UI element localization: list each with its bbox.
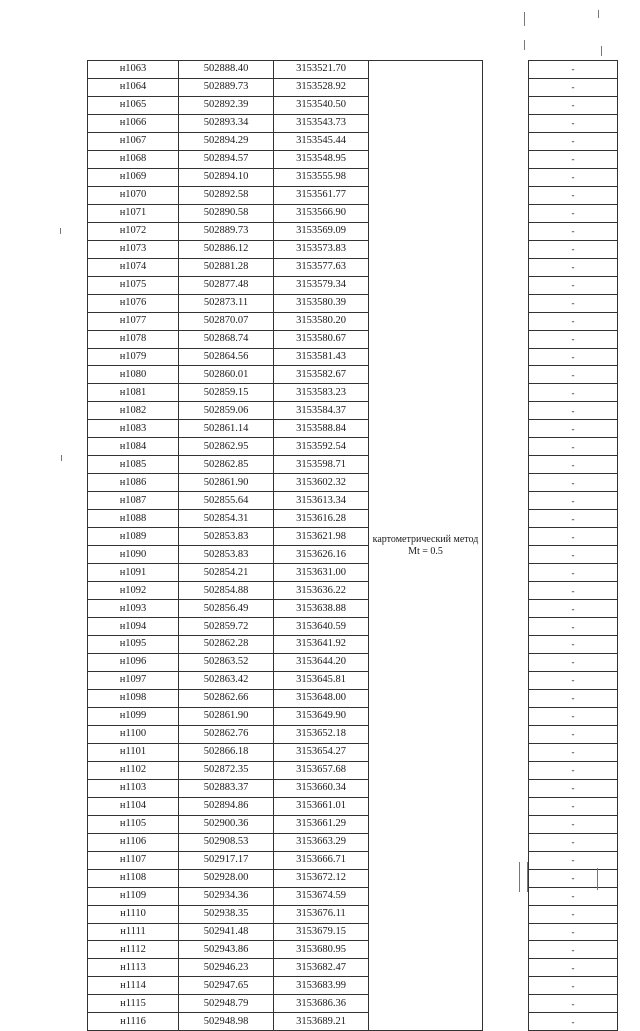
y-coordinate-cell: 3153521.70	[274, 61, 369, 79]
table-row	[88, 96, 618, 114]
table-row	[88, 132, 618, 150]
table-row	[88, 402, 618, 420]
y-coordinate-cell: 3153645.81	[274, 671, 369, 689]
mark-cell: -	[529, 779, 618, 797]
y-coordinate-cell: 3153644.20	[274, 653, 369, 671]
point-name-cell: н1064	[88, 78, 179, 96]
x-coordinate-cell: 502943.86	[179, 941, 274, 959]
point-name-cell: н1088	[88, 510, 179, 528]
x-coordinate-cell: 502917.17	[179, 851, 274, 869]
mark-cell: -	[529, 168, 618, 186]
table-row	[88, 743, 618, 761]
mark-cell: -	[529, 725, 618, 743]
x-coordinate-cell: 502900.36	[179, 815, 274, 833]
y-coordinate-cell: 3153674.59	[274, 887, 369, 905]
point-name-cell: н1080	[88, 366, 179, 384]
x-coordinate-cell: 502873.11	[179, 294, 274, 312]
table-row	[88, 186, 618, 204]
point-name-cell: н1068	[88, 150, 179, 168]
table-row	[88, 851, 618, 869]
y-coordinate-cell: 3153528.92	[274, 78, 369, 96]
point-name-cell: н1066	[88, 114, 179, 132]
x-coordinate-cell: 502862.66	[179, 689, 274, 707]
y-coordinate-cell: 3153545.44	[274, 132, 369, 150]
mark-cell: -	[529, 474, 618, 492]
x-coordinate-cell: 502861.14	[179, 420, 274, 438]
scan-mark	[519, 862, 520, 892]
point-name-cell: н1097	[88, 671, 179, 689]
mark-cell: -	[529, 240, 618, 258]
mark-cell: -	[529, 510, 618, 528]
point-name-cell: н1095	[88, 636, 179, 654]
y-coordinate-cell: 3153548.95	[274, 150, 369, 168]
point-name-cell: н1104	[88, 797, 179, 815]
y-coordinate-cell: 3153569.09	[274, 222, 369, 240]
y-coordinate-cell: 3153583.23	[274, 384, 369, 402]
y-coordinate-cell: 3153540.50	[274, 96, 369, 114]
table-row	[88, 725, 618, 743]
point-name-cell: н1115	[88, 995, 179, 1013]
table-row	[88, 114, 618, 132]
scan-mark	[524, 12, 525, 26]
y-coordinate-cell: 3153602.32	[274, 474, 369, 492]
table-row	[88, 420, 618, 438]
mark-cell: -	[529, 923, 618, 941]
y-coordinate-cell: 3153663.29	[274, 833, 369, 851]
table-row	[88, 671, 618, 689]
x-coordinate-cell: 502881.28	[179, 258, 274, 276]
x-coordinate-cell: 502889.73	[179, 222, 274, 240]
x-coordinate-cell: 502886.12	[179, 240, 274, 258]
scan-mark	[601, 46, 602, 56]
table-row	[88, 61, 618, 79]
table-row	[88, 276, 618, 294]
table-row	[88, 905, 618, 923]
point-name-cell: н1107	[88, 851, 179, 869]
mark-cell: -	[529, 402, 618, 420]
mark-cell: -	[529, 851, 618, 869]
table-row	[88, 833, 618, 851]
table-row	[88, 797, 618, 815]
x-coordinate-cell: 502863.42	[179, 671, 274, 689]
x-coordinate-cell: 502894.86	[179, 797, 274, 815]
point-name-cell: н1105	[88, 815, 179, 833]
y-coordinate-cell: 3153580.20	[274, 312, 369, 330]
y-coordinate-cell: 3153573.83	[274, 240, 369, 258]
x-coordinate-cell: 502894.10	[179, 168, 274, 186]
table-row	[88, 204, 618, 222]
point-name-cell: н1112	[88, 941, 179, 959]
point-name-cell: н1082	[88, 402, 179, 420]
mark-cell: -	[529, 528, 618, 546]
y-coordinate-cell: 3153641.92	[274, 636, 369, 654]
x-coordinate-cell: 502892.58	[179, 186, 274, 204]
table-row	[88, 636, 618, 654]
point-name-cell: н1075	[88, 276, 179, 294]
point-name-cell: н1077	[88, 312, 179, 330]
point-name-cell: н1093	[88, 600, 179, 618]
point-name-cell: н1086	[88, 474, 179, 492]
point-name-cell: н1114	[88, 977, 179, 995]
mark-cell: -	[529, 887, 618, 905]
table-row	[88, 294, 618, 312]
y-coordinate-cell: 3153592.54	[274, 438, 369, 456]
mark-cell: -	[529, 312, 618, 330]
x-coordinate-cell: 502868.74	[179, 330, 274, 348]
x-coordinate-cell: 502892.39	[179, 96, 274, 114]
y-coordinate-cell: 3153682.47	[274, 959, 369, 977]
x-coordinate-cell: 502908.53	[179, 833, 274, 851]
table-row	[88, 150, 618, 168]
mark-cell: -	[529, 761, 618, 779]
mark-cell: -	[529, 366, 618, 384]
mark-cell: -	[529, 61, 618, 79]
point-name-cell: н1074	[88, 258, 179, 276]
table-row	[88, 330, 618, 348]
point-name-cell: н1063	[88, 61, 179, 79]
y-coordinate-cell: 3153582.67	[274, 366, 369, 384]
mark-cell: -	[529, 276, 618, 294]
x-coordinate-cell: 502946.23	[179, 959, 274, 977]
mark-cell: -	[529, 186, 618, 204]
point-name-cell: н1090	[88, 546, 179, 564]
table-row	[88, 941, 618, 959]
point-name-cell: н1108	[88, 869, 179, 887]
x-coordinate-cell: 502854.88	[179, 582, 274, 600]
scan-mark	[61, 455, 62, 461]
x-coordinate-cell: 502890.58	[179, 204, 274, 222]
coordinates-table-body	[88, 61, 618, 1031]
scan-mark	[527, 862, 528, 892]
mark-cell: -	[529, 258, 618, 276]
x-coordinate-cell: 502859.72	[179, 618, 274, 636]
mark-cell: -	[529, 653, 618, 671]
table-row	[88, 384, 618, 402]
y-coordinate-cell: 3153543.73	[274, 114, 369, 132]
mark-cell: -	[529, 905, 618, 923]
x-coordinate-cell: 502941.48	[179, 923, 274, 941]
x-coordinate-cell: 502862.28	[179, 636, 274, 654]
point-name-cell: н1113	[88, 959, 179, 977]
x-coordinate-cell: 502893.34	[179, 114, 274, 132]
x-coordinate-cell: 502861.90	[179, 707, 274, 725]
x-coordinate-cell: 502861.90	[179, 474, 274, 492]
point-name-cell: н1096	[88, 653, 179, 671]
x-coordinate-cell: 502853.83	[179, 546, 274, 564]
point-name-cell: н1109	[88, 887, 179, 905]
y-coordinate-cell: 3153580.67	[274, 330, 369, 348]
x-coordinate-cell: 502947.65	[179, 977, 274, 995]
x-coordinate-cell: 502862.76	[179, 725, 274, 743]
x-coordinate-cell: 502860.01	[179, 366, 274, 384]
mark-cell: -	[529, 833, 618, 851]
mark-cell: -	[529, 600, 618, 618]
table-row	[88, 222, 618, 240]
table-row	[88, 438, 618, 456]
table-row	[88, 707, 618, 725]
mark-cell: -	[529, 492, 618, 510]
y-coordinate-cell: 3153672.12	[274, 869, 369, 887]
y-coordinate-cell: 3153689.21	[274, 1013, 369, 1031]
y-coordinate-cell: 3153577.63	[274, 258, 369, 276]
point-name-cell: н1087	[88, 492, 179, 510]
table-row	[88, 995, 618, 1013]
y-coordinate-cell: 3153648.00	[274, 689, 369, 707]
x-coordinate-cell: 502877.48	[179, 276, 274, 294]
y-coordinate-cell: 3153686.36	[274, 995, 369, 1013]
table-row	[88, 618, 618, 636]
point-name-cell: н1081	[88, 384, 179, 402]
x-coordinate-cell: 502856.49	[179, 600, 274, 618]
x-coordinate-cell: 502866.18	[179, 743, 274, 761]
y-coordinate-cell: 3153638.88	[274, 600, 369, 618]
mark-cell: -	[529, 330, 618, 348]
point-name-cell: н1083	[88, 420, 179, 438]
table-row	[88, 653, 618, 671]
table-row	[88, 779, 618, 797]
scan-mark	[597, 868, 598, 890]
point-name-cell: н1072	[88, 222, 179, 240]
y-coordinate-cell: 3153679.15	[274, 923, 369, 941]
table-row	[88, 240, 618, 258]
y-coordinate-cell: 3153683.99	[274, 977, 369, 995]
point-name-cell: н1069	[88, 168, 179, 186]
mark-cell: -	[529, 815, 618, 833]
x-coordinate-cell: 502862.95	[179, 438, 274, 456]
mark-cell: -	[529, 96, 618, 114]
point-name-cell: н1101	[88, 743, 179, 761]
point-name-cell: н1089	[88, 528, 179, 546]
mark-cell: -	[529, 797, 618, 815]
point-name-cell: н1065	[88, 96, 179, 114]
mark-cell: -	[529, 689, 618, 707]
x-coordinate-cell: 502855.64	[179, 492, 274, 510]
y-coordinate-cell: 3153621.98	[274, 528, 369, 546]
point-name-cell: н1091	[88, 564, 179, 582]
point-name-cell: н1103	[88, 779, 179, 797]
y-coordinate-cell: 3153652.18	[274, 725, 369, 743]
y-coordinate-cell: 3153581.43	[274, 348, 369, 366]
table-row	[88, 348, 618, 366]
coordinates-table	[87, 60, 618, 1031]
x-coordinate-cell: 502859.15	[179, 384, 274, 402]
point-name-cell: н1078	[88, 330, 179, 348]
mark-cell: -	[529, 204, 618, 222]
y-coordinate-cell: 3153666.71	[274, 851, 369, 869]
x-coordinate-cell: 502889.73	[179, 78, 274, 96]
x-coordinate-cell: 502894.57	[179, 150, 274, 168]
mark-cell: -	[529, 456, 618, 474]
table-row	[88, 564, 618, 582]
mark-cell: -	[529, 1013, 618, 1031]
point-name-cell: н1079	[88, 348, 179, 366]
x-coordinate-cell: 502863.52	[179, 653, 274, 671]
y-coordinate-cell: 3153579.34	[274, 276, 369, 294]
x-coordinate-cell: 502864.56	[179, 348, 274, 366]
table-row	[88, 78, 618, 96]
table-row	[88, 959, 618, 977]
x-coordinate-cell: 502872.35	[179, 761, 274, 779]
y-coordinate-cell: 3153584.37	[274, 402, 369, 420]
mark-cell: -	[529, 995, 618, 1013]
table-row	[88, 168, 618, 186]
y-coordinate-cell: 3153613.34	[274, 492, 369, 510]
mark-cell: -	[529, 869, 618, 887]
point-name-cell: н1100	[88, 725, 179, 743]
point-name-cell: н1099	[88, 707, 179, 725]
mark-cell: -	[529, 78, 618, 96]
table-row	[88, 815, 618, 833]
scan-mark	[60, 228, 61, 234]
mark-cell: -	[529, 707, 618, 725]
point-name-cell: н1110	[88, 905, 179, 923]
table-row	[88, 1013, 618, 1031]
mark-cell: -	[529, 150, 618, 168]
point-name-cell: н1067	[88, 132, 179, 150]
x-coordinate-cell: 502894.29	[179, 132, 274, 150]
mark-cell: -	[529, 348, 618, 366]
table-row	[88, 456, 618, 474]
mark-cell: -	[529, 959, 618, 977]
point-name-cell: н1106	[88, 833, 179, 851]
table-row	[88, 312, 618, 330]
y-coordinate-cell: 3153654.27	[274, 743, 369, 761]
y-coordinate-cell: 3153626.16	[274, 546, 369, 564]
mark-cell: -	[529, 636, 618, 654]
x-coordinate-cell: 502948.79	[179, 995, 274, 1013]
y-coordinate-cell: 3153631.00	[274, 564, 369, 582]
mark-cell: -	[529, 671, 618, 689]
y-coordinate-cell: 3153649.90	[274, 707, 369, 725]
y-coordinate-cell: 3153561.77	[274, 186, 369, 204]
table-row	[88, 600, 618, 618]
y-coordinate-cell: 3153588.84	[274, 420, 369, 438]
point-name-cell: н1094	[88, 618, 179, 636]
point-name-cell: н1076	[88, 294, 179, 312]
blank-column-cell	[483, 61, 529, 1031]
point-name-cell: н1073	[88, 240, 179, 258]
table-row	[88, 546, 618, 564]
y-coordinate-cell: 3153680.95	[274, 941, 369, 959]
point-name-cell: н1116	[88, 1013, 179, 1031]
mark-cell: -	[529, 582, 618, 600]
mark-cell: -	[529, 546, 618, 564]
mark-cell: -	[529, 114, 618, 132]
table-row	[88, 887, 618, 905]
y-coordinate-cell: 3153660.34	[274, 779, 369, 797]
mark-cell: -	[529, 384, 618, 402]
y-coordinate-cell: 3153657.68	[274, 761, 369, 779]
x-coordinate-cell: 502938.35	[179, 905, 274, 923]
table-row	[88, 869, 618, 887]
y-coordinate-cell: 3153580.39	[274, 294, 369, 312]
table-row	[88, 366, 618, 384]
mark-cell: -	[529, 743, 618, 761]
mark-cell: -	[529, 222, 618, 240]
y-coordinate-cell: 3153676.11	[274, 905, 369, 923]
table-row	[88, 689, 618, 707]
point-name-cell: н1102	[88, 761, 179, 779]
x-coordinate-cell: 502853.83	[179, 528, 274, 546]
y-coordinate-cell: 3153636.22	[274, 582, 369, 600]
table-row	[88, 492, 618, 510]
point-name-cell: н1084	[88, 438, 179, 456]
y-coordinate-cell: 3153555.98	[274, 168, 369, 186]
table-row	[88, 977, 618, 995]
mark-cell: -	[529, 564, 618, 582]
mark-cell: -	[529, 132, 618, 150]
table-row	[88, 474, 618, 492]
point-name-cell: н1085	[88, 456, 179, 474]
scan-mark	[524, 40, 525, 50]
table-row	[88, 258, 618, 276]
table-row	[88, 923, 618, 941]
mark-cell: -	[529, 618, 618, 636]
x-coordinate-cell: 502928.00	[179, 869, 274, 887]
point-name-cell: н1111	[88, 923, 179, 941]
point-name-cell: н1070	[88, 186, 179, 204]
mark-cell: -	[529, 420, 618, 438]
scan-mark	[598, 10, 599, 18]
x-coordinate-cell: 502883.37	[179, 779, 274, 797]
x-coordinate-cell: 502859.06	[179, 402, 274, 420]
method-cell	[369, 61, 483, 1031]
point-name-cell: н1071	[88, 204, 179, 222]
x-coordinate-cell: 502854.21	[179, 564, 274, 582]
mark-cell: -	[529, 294, 618, 312]
x-coordinate-cell: 502870.07	[179, 312, 274, 330]
x-coordinate-cell: 502934.36	[179, 887, 274, 905]
mark-cell: -	[529, 438, 618, 456]
x-coordinate-cell: 502948.98	[179, 1013, 274, 1031]
y-coordinate-cell: 3153616.28	[274, 510, 369, 528]
y-coordinate-cell: 3153661.01	[274, 797, 369, 815]
x-coordinate-cell: 502854.31	[179, 510, 274, 528]
y-coordinate-cell: 3153640.59	[274, 618, 369, 636]
y-coordinate-cell: 3153661.29	[274, 815, 369, 833]
table-row	[88, 528, 618, 546]
point-name-cell: н1098	[88, 689, 179, 707]
mark-cell: -	[529, 977, 618, 995]
method-label: картометрический метод Mt = 0.5	[372, 533, 479, 557]
table-row	[88, 582, 618, 600]
mark-cell: -	[529, 941, 618, 959]
table-row	[88, 761, 618, 779]
x-coordinate-cell: 502888.40	[179, 61, 274, 79]
table-row	[88, 510, 618, 528]
x-coordinate-cell: 502862.85	[179, 456, 274, 474]
y-coordinate-cell: 3153566.90	[274, 204, 369, 222]
point-name-cell: н1092	[88, 582, 179, 600]
y-coordinate-cell: 3153598.71	[274, 456, 369, 474]
